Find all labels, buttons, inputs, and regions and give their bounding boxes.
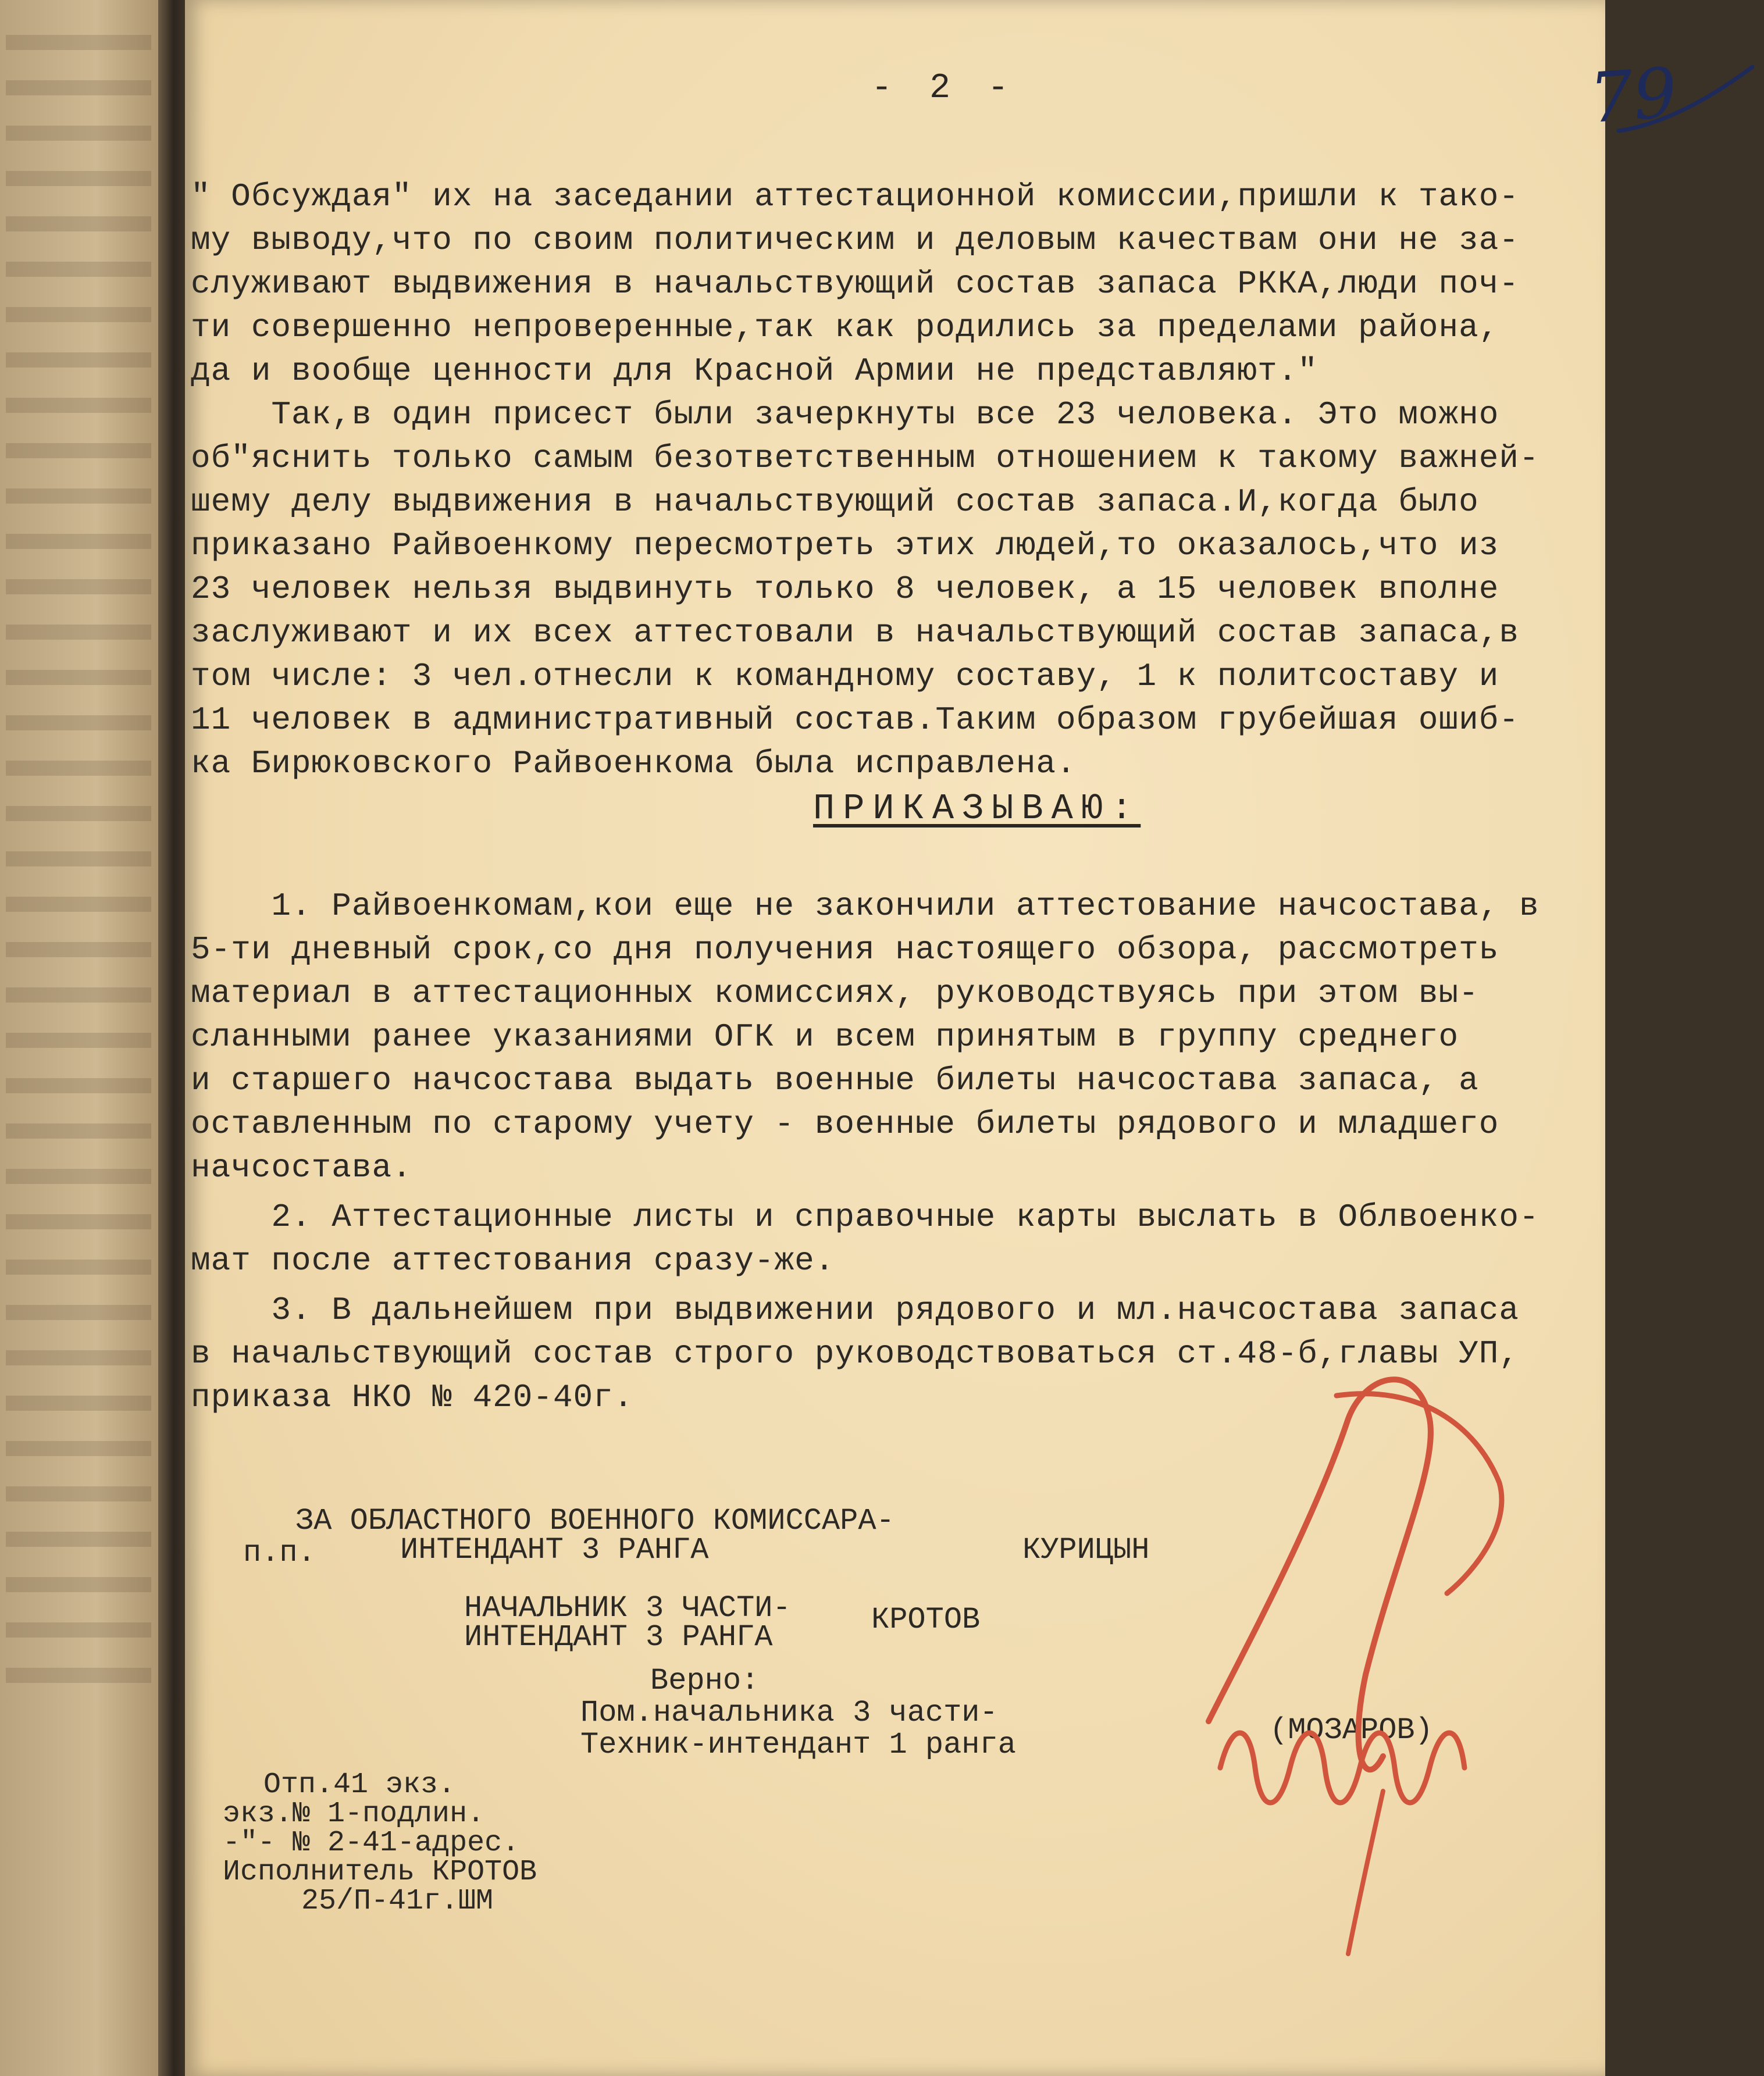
- order-line: материал в аттестационных комиссиях, руководствуясь при этом вы-: [191, 975, 1479, 1012]
- body-line: об"яснить только самым безответственным отношением к такому важней-: [191, 440, 1540, 477]
- signature-verno: Верно:: [650, 1664, 760, 1698]
- body-line: му выводу,что по своим политическим и деловым качествам они не за-: [191, 222, 1519, 259]
- signature-intendant-rank: ИНТЕНДАНТ 3 РАНГА: [400, 1533, 709, 1567]
- adjacent-page: [0, 0, 174, 2076]
- order-line: 3. В дальнейшем при выдвижении рядового и мл.начсостава запаса: [191, 1292, 1519, 1329]
- signature-for-commissar: ЗА ОБЛАСТНОГО ВОЕННОГО КОМИССАРА-: [295, 1504, 895, 1538]
- body-line: приказано Райвоенкому пересмотреть этих людей,то оказалось,что из: [191, 527, 1499, 564]
- signature-kuritsyn: КУРИЦЫН: [1022, 1533, 1150, 1567]
- signature-assistant-name: (МОЗАРОВ): [1270, 1713, 1433, 1747]
- body-line: ти совершенно непроверенные,так как родились за пределами района,: [191, 309, 1499, 346]
- body-line: заслуживают и их всех аттестовали в начальствующий состав запаса,в: [191, 614, 1519, 651]
- order-line: приказа НКО № 420-40г.: [191, 1379, 634, 1416]
- order-line: мат после аттестования сразу-же.: [191, 1242, 835, 1279]
- body-line: Так,в один присест были зачеркнуты все 23 человека. Это можно: [191, 396, 1499, 433]
- signature-chief-rank: ИНТЕНДАНТ 3 РАНГА: [464, 1620, 773, 1654]
- order-line: и старшего начсостава выдать военные билеты начсостава запаса, а: [191, 1062, 1479, 1099]
- distribution-line: Исполнитель КРОТОВ: [223, 1856, 537, 1889]
- distribution-line: -"- № 2-41-адрес.: [223, 1827, 520, 1860]
- order-line: 5-ти дневный срок,со дня получения настоящего обзора, рассмотреть: [191, 931, 1499, 968]
- signature-assistant-title: Пом.начальника 3 части-: [580, 1696, 998, 1730]
- body-line: шему делу выдвижения в начальствующий состав запаса.И,когда было: [191, 483, 1479, 520]
- order-line: 1. Райвоенкомам,кои еще не закончили аттестование начсостава, в: [191, 887, 1540, 925]
- body-line: служивают выдвижения в начальствующий состав запаса РККА,люди поч-: [191, 265, 1519, 302]
- order-line: начсостава.: [191, 1149, 412, 1186]
- signature-assistant-rank: Техник-интендант 1 ранга: [580, 1728, 1016, 1762]
- signature-chief-title: НАЧАЛЬНИК 3 ЧАСТИ-: [464, 1591, 791, 1625]
- order-line: 2. Аттестационные листы и справочные карты выслать в Облвоенко-: [191, 1198, 1540, 1236]
- order-heading: ПРИКАЗЫВАЮ:: [813, 788, 1141, 829]
- body-line: да и вообще ценности для Красной Армии не представляют.": [191, 352, 1318, 390]
- adjacent-page-text-ghost: [6, 35, 151, 1710]
- distribution-line: экз.№ 1-подлин.: [223, 1797, 485, 1831]
- body-line: 11 человек в административный состав.Таким образом грубейшая ошиб-: [191, 701, 1519, 739]
- order-line: оставленным по старому учету - военные билеты рядового и младшего: [191, 1105, 1499, 1143]
- pencil-stroke: [1613, 61, 1764, 154]
- distribution-line: Отп.41 экз.: [263, 1768, 456, 1802]
- body-line: ка Бирюковского Райвоенкома была исправлена.: [191, 745, 1077, 782]
- order-line: в начальствующий состав строго руководствоваться ст.48-б,главы УП,: [191, 1335, 1519, 1372]
- body-line: 23 человек нельзя выдвинуть только 8 человек, а 15 человек вполне: [191, 570, 1499, 608]
- signature-chief-name: КРОТОВ: [871, 1603, 981, 1637]
- document-page: [185, 0, 1680, 2076]
- archive-folio-number: 79: [1587, 52, 1680, 139]
- body-line: " Обсуждая" их на заседании аттестационной комиссии,пришли к тако-: [191, 178, 1519, 215]
- signature-pp: п.п.: [243, 1536, 316, 1570]
- handwritten-signature: [1174, 1349, 1581, 1966]
- body-line: том числе: 3 чел.отнесли к командному составу, 1 к политсоставу и: [191, 658, 1499, 695]
- distribution-line: 25/П-41г.ШМ: [301, 1885, 494, 1918]
- page-number: - 2 -: [871, 69, 1017, 108]
- order-line: сланными ранее указаниями ОГК и всем принятым в группу среднего: [191, 1018, 1459, 1055]
